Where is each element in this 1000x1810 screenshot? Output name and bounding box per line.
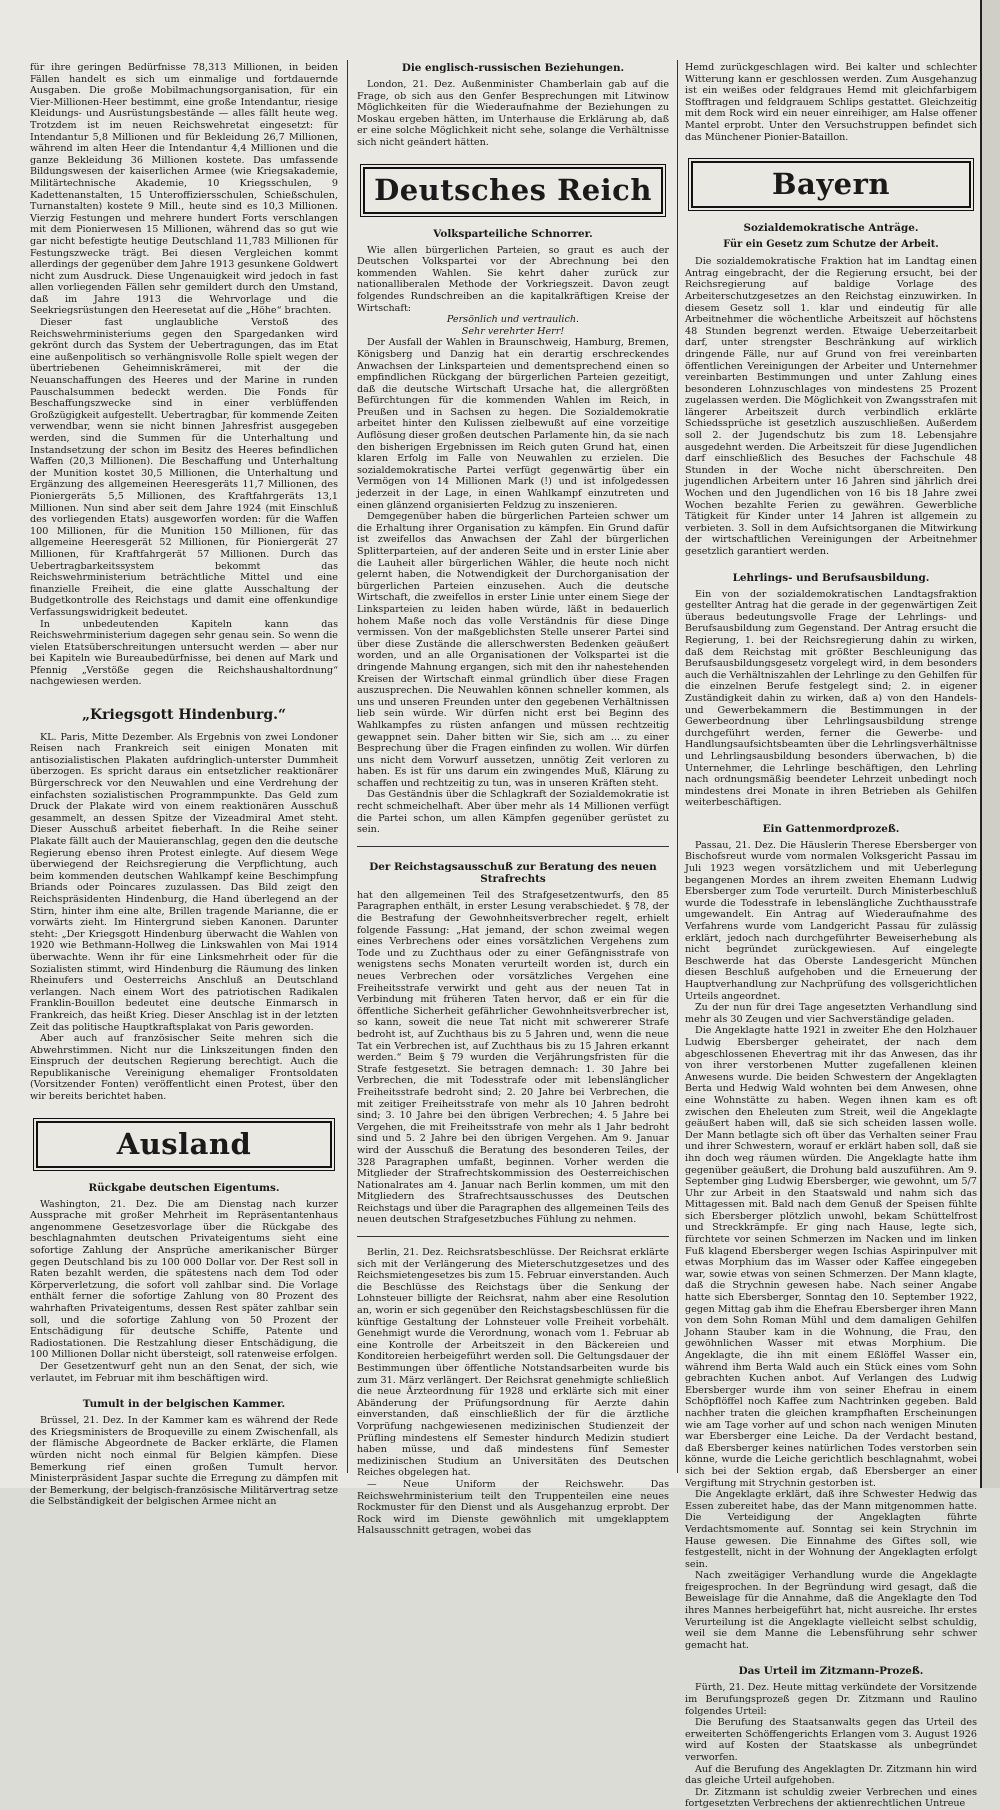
subheading-lehrling: Lehrlings- und Berufsausbildung.	[732, 571, 930, 584]
article-text: Dieser fast unglaubliche Verstoß des Reichswehrministeriums gegen den Spargedanken wird gekrönt durch das System der Uebertragungen, das im Etat eine außenpolitisch so verhängnisvolle Rolle spielt wegen der übertriebenen Geheimniskrämerei, mit der die Neuanschaffungen des Heeres und der Marine in runden Pauschalsummen bedeckt werden. Die Fonds für Beschaffungszwecke sind in einer verblüffenden Großzügigkeit aufgestellt. Uebertragbar, für kommende Zeiten verwendbar, wenn sie nicht binnen Jahresfrist ausgegeben werden, sind die Summen für die Unterhaltung und Instandsetzung der schon im Besitz des Heeres befindlichen Waffen (20,3 Millionen). Die Beschaffung und Unterhaltung der Munition kostet 30,5 Millionen, die Unterhaltung und Ergänzung des allgemeinen Heeresgeräts 11,7 Millionen, des Pioniergeräts 5,5 Millionen, des Kraftfahrgeräts 13,1 Millionen. Nun sind aber seit dem Jahre 1924 (mit Einschluß des vorliegenden Etats) ausgeworfen worden: für die Waffen 100 Millionen, für die Munition 150 Millionen, für das allgemeine Heeresgerät 52 Millionen, für Pioniergerät 27 Millionen, für Kraftfahrgerät 57 Millionen. Durch das Uebertragbarkeitssystem bekommt das Reichswehrministerium beträchtliche Mittel und eine finanzielle Freiheit, die eine glatte Ausschaltung der Budgetkontrolle des Reichstags und damit eine offenkundige Verfassungswidrigkeit bedeutet.	[30, 317, 338, 618]
subheading-strafrecht: Der Reichstagsausschuß zur Beratung des neuen Strafrechts	[369, 860, 657, 885]
column-2	[357, 62, 669, 1537]
article-text: Die Angeklagte erklärt, daß ihre Schwester Hedwig das Essen zubereitet habe, das der Mann mitgenommen hatte. Die Verteidigung der Angeklagten führte Verdachtsmomente auf. Sonntag sei kein Strychnin im Hause gewesen. Die Einnahme des Giftes soll, wie festgestellt, nicht in der Wohnung der Angeklagten erfolgt sein.	[685, 1489, 977, 1570]
divider	[357, 1236, 669, 1237]
subheading-gesetz-arbeit: Für ein Gesetz zum Schutze der Arbeit.	[723, 239, 939, 251]
subheading-volkspartei: Volksparteiliche Schnorrer.	[433, 227, 593, 240]
article-text: Die Angeklagte hatte 1921 in zweiter Ehe den Holzhauer Ludwig Ebersberger geheiratet, der nach dem abgeschlossenen Ehevertrag mit ihr das Anwesen, das ihr von ihrer verstorbenen Mutter zugefallenen kleinen Anwesens wurde. Die beiden Schwestern der Angeklagten Berta und Hedwig Wald wohnten bei dem Anwesen, ohne eine Wohnstätte zu haben. Wegen ihnen kam es oft zwischen den Eheleuten zum Streit, weil die Angeklagte geäußert haben will, daß sie sich scheiden lassen wolle. Der Mann betlagte sich oft über das Verhalten seiner Frau und ihrer Schwestern, worauf er erklärt haben soll, daß sie ihn doch weg räumen würden. Die Angeklagte hatte ihm gegenüber geäußert, die Drohung bald auszuführen. Am 9. September ging Ludwig Ebersberger, wie gewohnt, um 5/7 Uhr zur Arbeit in den Staatswald und nahm sich das Mittagessen mit. Bald nach dem Genuß der Speisen fühlte sich Ebersberger plötzlich unwohl, bekam Schüttelfrost und Streckkrämpfe. Er ging nach Hause, legte sich, fürchtete vor seinen Schmerzen im Nacken und im linken Fuß klagend Ebersberger wegen Ischias Aspirinpulver mit etwas Morphium das im Wasser oder Kaffee eingegeben war, sowie etwas von seinen Schmerzen. Der Mann klagte, daß die Strychnin gewesen habe. Nach seiner Angabe hatte sich Ebersberger, Sonntag den 10. September 1922, gegen Mittag gab ihm die Ehefrau Ebersberger ihren Mann von dem Sohn Roman Mühl und dem damaligen Gehilfen Johann Stauber kam in die Wohnung, die Frau, den gewöhnlichen Wasser mit etwas Morphium. Die Angeklagte, die ihn mit einem Eßlöffel Wasser ein, während ihm Berta Wald auch ein Stück eines vom Sohn gebrachten Kuchen anbot. Auf Verlangen des Ludwig Ebersberger wurde ihm von seiner Ehefrau in einem Schöpflöffel noch Kaffee zum Nachtrinken gegeben. Bald nachher traten die gleichen krampfhaften Erscheinungen wie am Tage vorher auf und schon nach wenigen Minuten war Ebersberger eine Leiche. Da der Verdacht bestand, daß Ebersberger keines natürlichen Todes verstorben sein könne, wurde die Leiche gerichtlich beschlagnahmt, wobei sich bei der Sektion ergab, daß Ebersberger an einer Vergiftung mit Strychnin gestorben ist.	[685, 1025, 977, 1489]
letter-caption: Persönlich und vertraulich.	[446, 314, 580, 326]
section-heading-ausland: Ausland	[36, 1121, 332, 1168]
article-text: Nach zweitägiger Verhandlung wurde die Angeklagte freigesprochen. In der Begründung wird gesagt, daß die Beweislage für die Annahme, daß die Angeklagte den Tod ihres Mannes herbeigeführt hat, nicht ausreiche. Ihr erstes Verurteilung ist die Angeklagte vielleicht selbst schuldig, weil sie dem Manne die Lebensführung sehr schwer gemacht hat.	[685, 1570, 977, 1651]
section-heading-bayern: Bayern	[691, 161, 971, 208]
article-text: In unbedeutenden Kapiteln kann das Reichswehrministerium dagegen sehr genau sein. So wenn die vielen Etatsüberschreitungen untersucht werden — aber nur bei Kapiteln wie Bureaubedürfnisse, bei denen auf Mark und Pfennig „Verstöße gegen die Reichshaushaltordnung“ nachgewiesen werden.	[30, 618, 338, 688]
article-text: Aber auch auf französischer Seite mehren sich die Abwehrstimmen. Nicht nur die Linkszeitungen finden den Einspruch der deutschen Regierung berechtigt. Auch die Republikanische Vereinigung ehemaliger Frontsoldaten (Vorsitzender Fonten) veröffentlicht einen Protest, über den wir bereits berichtet haben.	[30, 1033, 338, 1103]
article-text: Demgegenüber haben die bürgerlichen Parteien schwer um die Erhaltung ihrer Organisation zu kämpfen. Ein Grund dafür ist zweifellos das Anwachsen der Zahl der bürgerlichen Splitterparteien, auf der anderen Seite und in erster Linie aber die Lauheit aller bürgerlichen Wähler, die heute noch nicht gelernt haben, die Notwendigkeit der Durchorganisation der bürgerlichen Parteien einzusehen. Auch die deutsche Wirtschaft, die zweifellos in erster Linie unter einem Siege der Linksparteien zu leiden haben würde, läßt in bedauerlich hohem Maße noch das volle Verständnis für diese Dinge vermissen. Von der maßgeblichsten Stelle unserer Partei sind über diese Zustände die allerschwersten Bedenken geäußert worden, und an alle Organisationen der Volkspartei ist die dringende Mahnung ergangen, sich mit den ihr nahestehenden Kreisen der Wirtschaft einmal gründlich über diese Fragen auszusprechen. Die Neuwahlen können schneller kommen, als uns und unseren Freunden unter den gegebenen Verhältnissen lieb sein würde. Wir dürfen nicht erst bei Beginn des Wahlkampfes zu rüsten anfangen und müssen rechtzeitig gewappnet sein. Daher bitten wir Sie, sich am ... zu einer Besprechung über die Fragen einfinden zu wollen. Wir dürfen uns nicht dem Vorwurf aussetzen, unnötig Zeit verloren zu haben. Es ist für uns darum ein zwingendes Muß, Klärung zu schaffen und rechtzeitig zu tun, was in unseren Kräften steht.	[357, 511, 669, 789]
article-text: — Neue Uniform der Reichswehr. Das Reichswehrministerium teilt den Truppenteilen eine neues Rockmuster für den Dienst und als Ausgehanzug erprobt. Der Rock wird im Dienste gewöhnlich mit umgeklapptem Halsausschnitt getragen, wobei das	[357, 1478, 669, 1537]
article-text: Der Gesetzentwurf geht nun an den Senat, der sich, wie verlautet, im Februar mit ihm beschäftigen wird.	[30, 1360, 338, 1384]
headline-kriegsgott-hindenburg: „Kriegsgott Hindenburg.“	[81, 707, 287, 724]
article-text: Passau, 21. Dez. Die Häuslerin Therese Ebersberger von Bischofsreut wurde vom normalen Volksgericht Passau im Juli 1923 wegen vorsätzlichem und mit Ueberlegung begangenen Mordes an ihrem zweiten Ehemann Ludwig Ebersberger zum Tode verurteilt. Durch Ministerbeschluß wurde die Todesstrafe in lebenslängliche Zuchthausstrafe umgewandelt. Ein Antrag auf Wiederaufnahme des Verfahrens wurde vom Landgericht Passau für zulässig erklärt, jedoch nach durchgeführter Beweiserhebung als nicht begründet zurückgewiesen. Auf eingelegte Beschwerde hat das Oberste Landesgericht München diesen Beschluß aufgehoben und die Erneuerung der Hauptverhandlung zur Nachprüfung des vollsgerichtlichen Urteils angeordnet.	[685, 839, 977, 1002]
section-heading-deutsches-reich: Deutsches Reich	[363, 167, 663, 214]
divider	[357, 846, 669, 847]
letter-salutation: Sehr verehrter Herr!	[461, 325, 565, 337]
article-text: Der Ausfall der Wahlen in Braunschweig, Hamburg, Bremen, Königsberg und Danzig hat ein derartig erschreckendes Anwachsen der Linksparteien und dementsprechend einen so empfindlichen Rückgang der bürgerlichen Parteien gezeitigt, daß die deutsche Wirtschaft Ursache hat, die allergrößten Befürchtungen für die kommenden Wahlen im Reich, in Preußen und in Sachsen zu hegen. Die Sozialdemokratie arbeitet hinter den Kulissen zielbewußt auf eine vorzeitige Auflösung dieser großen deutschen Parlamente hin, da sie nach den bisherigen Ergebnissen im Reich guten Grund hat, einen klaren Erfolg im Falle von Neuwahlen zu erzielen. Die sozialdemokratische Partei verfügt gegenwärtig über ein Vermögen von 14 Millionen Mark (!) und ist infolgedessen jederzeit in der Lage, in einen Wahlkampf einzutreten und einen glänzend organisierten Feldzug zu inszenieren.	[357, 337, 669, 511]
column-rule-2	[677, 60, 678, 1473]
subheading-zitzmann: Das Urteil im Zitzmann-Prozeß.	[738, 1665, 924, 1678]
article-text: Das Geständnis über die Schlagkraft der Sozialdemokratie ist recht schmeichelhaft. Aber über mehr als 14 Millionen verfügt die Partei schon, um allen Kämpfen gegenüber gerüstet zu sein.	[357, 789, 669, 836]
subheading-englisch-russisch: Die englisch-russischen Beziehungen.	[401, 62, 625, 74]
article-text: Washington, 21. Dez. Die am Dienstag nach kurzer Aussprache mit großer Mehrheit im Repräsentantenhaus angenommene Gesetzesvorlage über die Rückgabe des beschlagnahmten deutschen Privateigentums sieht eine sofortige Zahlung der Ansprüche amerikanischer Bürger gegen Deutschland bis zu 100 000 Dollar vor. Der Rest soll in Raten bezahlt werden, die spätestens nach dem Tod oder Körperverletzung, die sofort voll zahlbar sind. Die Vorlage enthält ferner die sofortige Zahlung von 80 Prozent des wahrhaften Privateigentums, dessen Rest später zahlbar sein soll, und die sofortige Zahlung von 50 Prozent der Entschädigung für deutsche Schiffe, Patente und Radiostationen. Die Restzahlung dieser Entschädigung, die 100 Millionen Dollar nicht übersteigt, soll ratenweise erfolgen.	[30, 1198, 338, 1361]
article-text: Wie allen bürgerlichen Parteien, so graut es auch der Deutschen Volkspartei vor der Abrechnung bei den kommenden Wahlen. Sie kehrt daher zurück zur nationalliberalen Methode der Vorkriegszeit. Davon zeugt folgendes Rundschreiben an die kapitalkräftigen Kreise der Wirtschaft:	[357, 244, 669, 314]
article-text: Die sozialdemokratische Fraktion hat im Landtag einen Antrag eingebracht, der die Regierung ersucht, bei der Reichsregierung auf baldige Vorlage des Arbeiterschutzgesetzes an den Reichstag einzuwirken. In diesem Gesetz soll 1. klar und eindeutig für alle Arbeitnehmer die wöchentliche Arbeitszeit auf höchstens 48 Stunden begrenzt werden. Etwaige Ueberzeitarbeit darf, unter strengster Beschränkung auf wirklich dringende Fälle, nur auf Grund von frei vereinbarten öffentlichen Vereinigungen der Arbeiter und Unternehmer vereinbarten Bestimmungen und unter Zahlung eines besonderen Lohnzuschlages von mindestens 25 Prozent zugelassen werden. Die Möglichkeit von Zwangsstrafen mit längerer Arbeitszeit durch verbindlich erklärte Schiedssprüche ist gesetzlich auszuschließen. Außerdem soll 2. der Jugendschutz bis zum 18. Lebensjahre ausgedehnt werden. Die Arbeitszeit für diese Jugendlichen darf einschließlich des Besuches der Fachschule 48 Stunden in der Woche nicht überschreiten. Den jugendlichen Arbeitern unter 16 Jahren sind jährlich drei Wochen und den Jugendlichen von 16 bis 18 Jahre zwei Wochen bezahlte Ferien zu gewähren. Gewerbliche Tätigkeit für Kinder unter 14 Jahren ist allgemein zu verbieten. 3. Soll in dem Aufsichtsorganen die Mitwirkung der wirtschaftlichen Vereinigungen der Arbeitnehmer gesetzlich garantiert werden.	[685, 256, 977, 557]
article-text: für ihre geringen Bedürfnisse 78,313 Millionen, in beiden Fällen handelt es sich um einmalige und fortdauernde Ausgaben. Die große Mobilmachungsorganisation, für ein Vier-Millionen-Heer bestimmt, eine große Intendantur, riesige Kleidungs- und Ausrüstungsbestände — alles fällt heute weg. Trotzdem ist im neuen Reichswehretat eingesetzt: für Intendantur 5,8 Millionen und für Bekleidung 26,7 Millionen, während im alten Heer die Intendantur 4,4 Millionen und die ganze Bekleidung 36 Millionen kostete. Das umfassende Bildungswesen der kaiserlichen Armee (wie Kriegsakademie, Militärtechnische Akademie, 10 Kriegsschulen, 9 Kadettenanstalten, 15 Unteroffiziersschulen, Schießschulen, Turnanstalten) kostete 9 Mill., heute sind es 10,3 Millionen. Vierzig Festungen und mehrere hundert Forts verschlangen mit dem Pionierwesen 15 Millionen, während das so gut wie gar nicht befestigte heutige Deutschland 11,783 Millionen für Festungszwecke trägt. Bei diesen Vergleichen kommt allerdings der gegenüber dem Jahre 1913 gesunkene Goldwert nicht zum Ausdruck. Diese Ungenauigkeit wird jedoch in fast allen vorliegenden Fällen sehr gemildert durch den Umstand, daß im Jahre 1913 die Wehrvorlage und die Seekriegsrüstungen den Heeresetat auf die „Höhe“ brachten.	[30, 62, 338, 317]
column-3	[685, 62, 977, 1810]
subheading-tumult: Tumult in der belgischen Kammer.	[82, 1398, 286, 1411]
article-text: London, 21. Dez. Außenminister Chamberlain gab auf die Frage, ob sich aus den Genfer Besprechungen mit Litwinow Möglichkeiten für die Wiederaufnahme der Beziehungen zu Moskau ergeben hätten, im Unterhause die Erklärung ab, daß er eine solche Möglichkeit nicht sehe, solange die Verhältnisse sich nicht geändert hätten.	[357, 79, 669, 148]
column-1	[30, 62, 338, 1508]
article-text: hat den allgemeinen Teil des Strafgesetzentwurfs, den 85 Paragraphen enthält, in erster Lesung verabschiedet. § 78, der die Bestrafung der Gewohnheitsverbrecher regelt, erhielt folgende Fassung: „Hat jemand, der schon zweimal wegen eines Verbrechens oder eines vorsätzlichen Vergehens zum Tode und zu Zuchthaus oder zu einer Gefängnisstrafe von wenigstens sechs Monaten verurteilt worden ist, durch ein neues Verbrechen oder vorsätzliches Vergehen eine Freiheitsstrafe verwirkt und geht aus der neuen Tat in Verbindung mit früheren Taten hervor, daß er ein für die öffentliche Sicherheit gefährlicher Gewohnheitsverbrecher ist, so kann, soweit die neue Tat nicht mit schwererer Strafe bedroht ist, auf Zuchthaus bis zu 5 Jahren und, wenn die neue Tat ein Verbrechen ist, auf Zuchthaus bis zu 15 Jahren erkannt werden.“ Beim § 79 wurden die Verjährungsfristen für die Strafe festgesetzt. Sie betragen demnach: 1. 30 Jahre bei Verbrechen, die mit Todesstrafe oder mit lebenslänglicher Freiheitsstrafe bedroht sind; 2. 20 Jahre bei Verbrechen, die mit zeitiger Freiheitsstrafe von mehr als 10 Jahren bedroht sind; 3. 10 Jahre bei den übrigen Verbrechen; 4. 5 Jahre bei Vergehen, die mit Freiheitsstrafe von mehr als 1 Jahr bedroht sind und 5. 2 Jahre bei den übrigen Vergehen. Am 9. Januar wird der Ausschuß die Beratung des besonderen Teiles, der 328 Paragraphen umfaßt, beginnen. Vorher werden die Mitglieder der Strafrechtskommission des Oesterreichischen Nationalrates am 4. Januar nach Berlin kommen, um mit den Mitgliedern des Strafrechtsausschusses des Deutschen Reichstags und über die Paragraphen des allgemeinen Teils des neuen deutschen Strafgesetzbuches Fühlung zu nehmen.	[357, 889, 669, 1226]
subheading-sozialdemokratische-antraege: Sozialdemokratische Anträge.	[743, 222, 919, 235]
subheading-rueckgabe: Rückgabe deutschen Eigentums.	[88, 1181, 280, 1194]
article-text: Fürth, 21. Dez. Heute mittag verkündete der Vorsitzende im Berufungsprozeß gegen Dr. Zitzmann und Raulino folgendes Urteil:	[685, 1682, 977, 1717]
adjacent-page-edge	[980, 0, 1000, 1488]
article-text: Hemd zurückgeschlagen wird. Bei kalter und schlechter Witterung kann er geschlossen werden. Zum Ausgehanzug ist ein weißes oder feldgraues Hemd mit gleichfarbigem Stofftragen und feldgrauem Schlips gestattet. Gleichzeitig mit dem Rock wird ein neuer einreihiger, am Halse offener Mantel erprobt. Unter den Versuchstruppen befindet sich das Münchener Pionier-Bataillon.	[685, 62, 977, 143]
article-text: Berlin, 21. Dez. Reichsratsbeschlüsse. Der Reichsrat erklärte sich mit der Verlängerung des Mieterschutzgesetzes und des Reichsmietengesetzes bis zum 15. Februar einverstanden. Auch die Beschlüsse des Reichstags über die Senkung der Lohnsteuer billigte der Reichsrat, nahm aber eine Resolution an, worin er sich gegenüber den Reichstagsbeschlüssen für die künftige Gestaltung der Lohnsteuer volle Freiheit vorbehält. Genehmigt wurde die Verordnung, wonach vom 1. Februar ab eine Kontrolle der Arbeitszeit in den Bäckereien und Konditoreien herbeigeführt werden soll. Die Geltungsdauer der Bestimmungen über öffentliche Notstandsarbeiten wurde bis zum 31. März verlängert. Der Reichsrat genehmigte schließlich die neue Ärzteordnung für 1928 und erklärte sich mit einer Abänderung der Prüfungsordnung für Aerzte dahin einverstanden, daß einschließlich der für die ärztliche Vorprüfung nachgewiesenen medizinischen Studienzeit der Prüfling mindestens elf Semester hindurch Medizin studiert haben müsse, und daß mindestens fünf Semester medizinischen Studium an Universitäten des Deutschen Reiches obgelegen hat.	[357, 1247, 669, 1479]
article-text: Ein von der sozialdemokratischen Landtagsfraktion gestellter Antrag hat die gerade in der gegenwärtigen Zeit überaus bedeutungsvolle Frage der Lehrlings- und Berufsausbildung zum Gegenstand. Der Antrag ersucht die Regierung, 1. bei der Reichsregierung dahin zu wirken, daß dem Reichstag mit größter Beschleunigung das Berufsausbildungsgesetz vorgelegt wird, in dem besonders auch die Verhältniszahlen der Lehrlinge zu den Gehilfen für die einzelnen Berufe festgelegt sind; 2. in eigener Zuständigkeit dahin zu wirken, daß a) von den Handels- und Gewerbekammern die Bestimmungen in der Gewerbeordnung über Lehrlingsausbildung strenge durchgeführt werden, ferner die Gewerbe- und Handlungsaufsichtsbeamten über die Lehrlingsverhältnisse und Lehrlingsausbildung besonders überwachen, b) die Unternehmer, die Lehrlinge beschäftigen, den Lehrling nach ordnungsmäßig beendeter Lehrzeit unbedingt noch mindestens drei Monate in ihren Betrieben als Gehilfen weiterbeschäftigen.	[685, 588, 977, 809]
article-text: KL. Paris, Mitte Dezember. Als Ergebnis von zwei Londoner Reisen nach Frankreich seit einigen Monaten mit antisozialistischen Plakaten aufdringlich-unterster Dummheit überzogen. Es spricht daraus ein entsetzlicher reaktionärer Bürgerschreck vor den Neuwahlen und eine Verdrehung der einfachsten sozialistischen Programmpunkte. Das Geld zum Druck der Plakate wird von einem reaktionären Ausschuß gesammelt, an dessen Spitze der Vizeadmiral Amet steht. Dieser Ausschuß arbeitet fieberhaft. In die Reihe seiner Plakate fällt auch der Mauieranschlag, gegen den die deutsche Regierung ebenso ihren Protest einlegte. Auf diesem Wege überwiegend der Reichsregierung die Verpflichtung, auch beim kommenden deutschen Wahlkampf keine Beschimpfung Briands oder Poincares zuzulassen. Das Bild zeigt den Reichspräsidenten Hindenburg, die Hand überlegend an der Stirn, hinter ihm eine alte, Brillen tragende Marianne, die er vorwärts zieht. Im Hintergrund sieben Kanonen. Darunter steht: „Der Kriegsgott Hindenburg überwacht die Wahlen von 1920 wie Bethmann-Hollweg die Linkswahlen von Mai 1914 überwachte. Wenn ihr für eine Linksmehrheit oder für die Sozialisten stimmt, wird Hindenburg die Räumung des linken Rheinufers und Oesterreichs Anschluß an Deutschland verlangen. Nach einem Wort des patriotischen Radikalen Franklin-Bouillon bedeutet eine deutsche Einmarsch in Frankreich, das heißt Krieg. Dieser Anschlag ist in der letzten Zeit das politische Hauptkraftsplakat von Paris geworden.	[30, 731, 338, 1033]
article-text: Zu der nun für drei Tage angesetzten Verhandlung sind mehr als 30 Zeugen und vier Sachverständige geladen.	[685, 1002, 977, 1025]
subheading-gattenmord: Ein Gattenmordprozeß.	[762, 822, 900, 835]
article-text: Die Berufung des Staatsanwalts gegen das Urteil des erweiterten Schöffengerichts Erlangen vom 3. August 1926 wird auf Kosten der Staatskasse als unbegründet verworfen.	[685, 1717, 977, 1763]
column-rule-1	[347, 60, 348, 1473]
article-text: Dr. Zitzmann ist schuldig zweier Verbrechen und eines fortgesetzten Verbrechens der aktienrechtlichen Untreue	[685, 1786, 977, 1810]
article-text: Brüssel, 21. Dez. In der Kammer kam es während der Rede des Kriegsministers de Broqueville zu einem Zwischenfall, als der flämische Abgeordnete de Backer erklärte, die Flamen würden nicht noch einmal für Belgien kämpfen. Diese Bemerkung rief einen großen Tumult hervor. Ministerpräsident Jaspar suchte die Erregung zu dämpfen mit der Bemerkung, der belgisch-französische Militärvertrag setze die Selbständigkeit der belgischen Armee nicht an	[30, 1415, 338, 1508]
article-text: Auf die Berufung des Angeklagten Dr. Zitzmann hin wird das gleiche Urteil aufgehoben.	[685, 1763, 977, 1787]
